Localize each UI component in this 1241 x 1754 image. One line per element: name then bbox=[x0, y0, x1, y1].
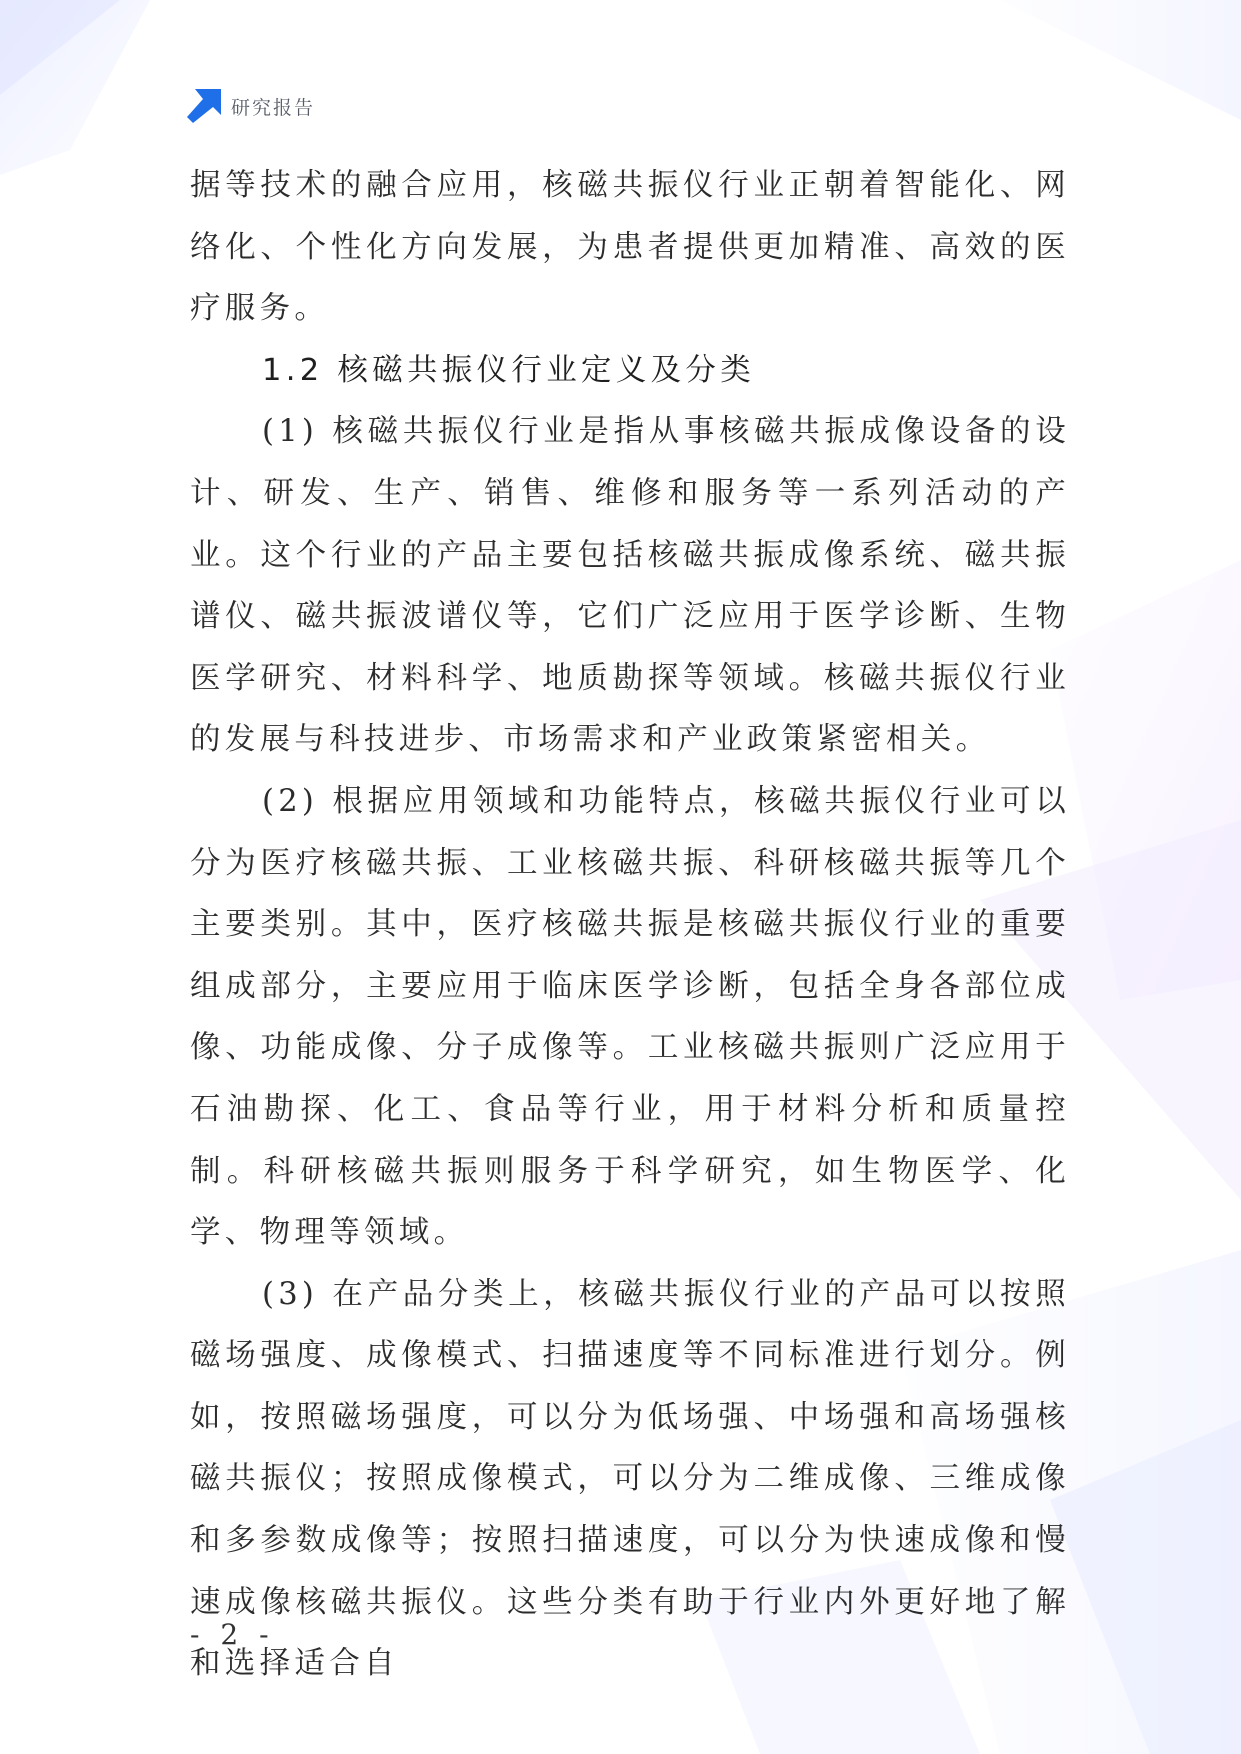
document-body bbox=[190, 155, 1070, 1695]
paragraph-1: (1) 核磁共振仪行业是指从事核磁共振成像设备的设计、研发、生产、销售、维修和服务等一系列活动的产业。这个行业的产品主要包括核磁共振成像系统、磁共振谱仪、磁共振波谱仪等，它们广泛应用于医学诊断、生物医学研究、材料科学、地质勘探等领域。核磁共振仪行业的发展与科技进步、市场需求和产业政策紧密相关。 bbox=[190, 414, 1070, 758]
intro-paragraph: 据等技术的融合应用，核磁共振仪行业正朝着智能化、网络化、个性化方向发展，为患者提供更加精准、高效的医疗服务。 bbox=[190, 168, 1070, 327]
paragraph-2: (2) 根据应用领域和功能特点，核磁共振仪行业可以分为医疗核磁共振、工业核磁共振、科研核磁共振等几个主要类别。其中，医疗核磁共振是核磁共振仪行业的重要组成部分，主要应用于临床医学诊断，包括全身各部位成像、功能成像、分子成像等。工业核磁共振则广泛应用于石油勘探、化工、食品等行业，用于材料分析和质量控制。科研核磁共振则服务于科学研究，如生物医学、化学、物理等领域。 bbox=[190, 783, 1070, 1251]
paragraph-3: (3) 在产品分类上，核磁共振仪行业的产品可以按照磁场强度、成像模式、扫描速度等不同标准进行划分。例如，按照磁场强度，可以分为低场强、中场强和高场强核磁共振仪；按照成像模式，可以分为二维成像、三维成像和多参数成像等；按照扫描速度，可以分为快速成像和慢速成像核磁共振仪。这些分类有助于行业内外更好地了解和选择适合自 bbox=[190, 1276, 1070, 1682]
page-number: - 2 - bbox=[190, 1618, 275, 1651]
header-title: 研究报告 bbox=[231, 96, 316, 119]
section-title: 1.2 核磁共振仪行业定义及分类 bbox=[262, 352, 755, 388]
report-header bbox=[187, 88, 315, 124]
arrow-up-right-logo-icon bbox=[187, 89, 221, 123]
